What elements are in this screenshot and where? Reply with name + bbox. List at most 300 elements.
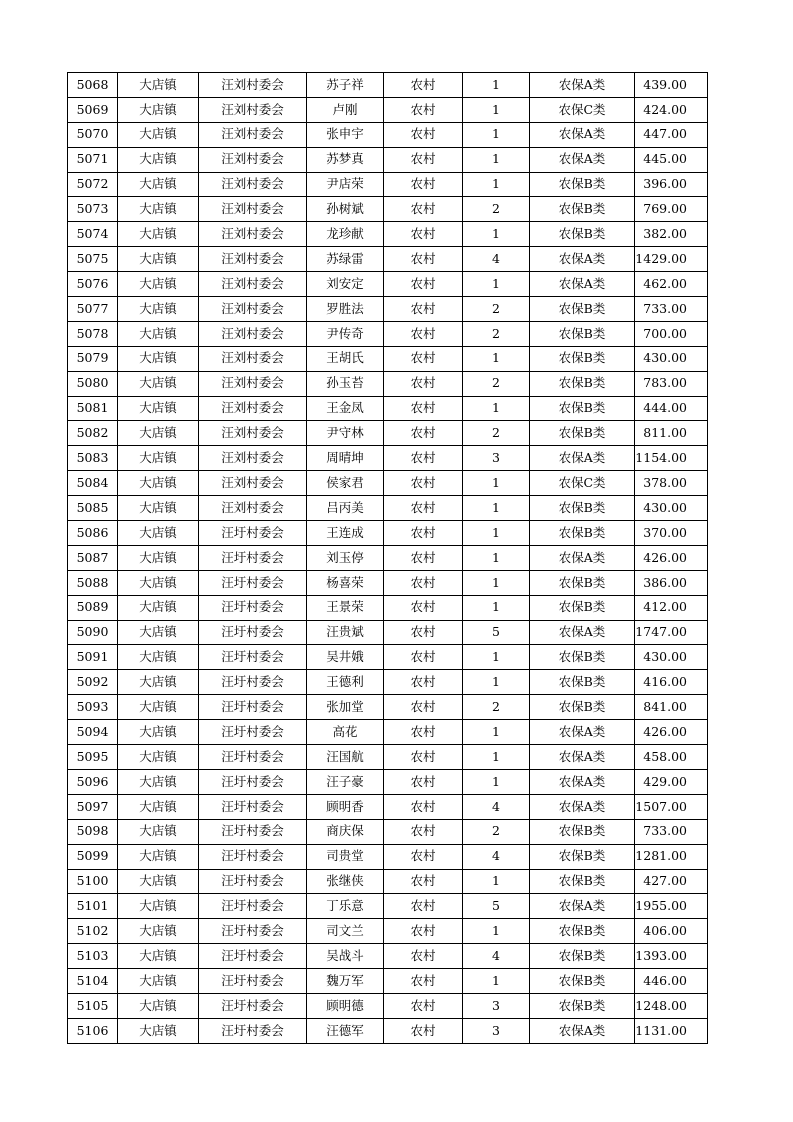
household-count-cell: 1 (463, 97, 530, 122)
serial-number-cell: 5096 (68, 769, 118, 794)
table-row (68, 894, 708, 919)
village-committee-cell: 汪刘村委会 (199, 247, 307, 272)
table-row (68, 993, 708, 1018)
table-row (68, 122, 708, 147)
household-count-cell: 1 (463, 969, 530, 994)
name-cell: 龙珍献 (307, 222, 384, 247)
insurance-category-cell: 农保B类 (530, 570, 635, 595)
table-row (68, 1018, 708, 1043)
name-cell: 高花 (307, 720, 384, 745)
amount-cell: 1429.00 (635, 247, 708, 272)
village-committee-cell: 汪刘村委会 (199, 73, 307, 98)
village-committee-cell: 汪圩村委会 (199, 794, 307, 819)
amount-cell: 1154.00 (635, 446, 708, 471)
village-committee-cell: 汪刘村委会 (199, 172, 307, 197)
name-cell: 王金凤 (307, 396, 384, 421)
insurance-category-cell: 农保A类 (530, 147, 635, 172)
serial-number-cell: 5068 (68, 73, 118, 98)
area-type-cell: 农村 (384, 297, 463, 322)
household-count-cell: 2 (463, 819, 530, 844)
village-committee-cell: 汪圩村委会 (199, 894, 307, 919)
town-cell: 大店镇 (118, 396, 199, 421)
serial-number-cell: 5073 (68, 197, 118, 222)
amount-cell: 1955.00 (635, 894, 708, 919)
town-cell: 大店镇 (118, 645, 199, 670)
village-committee-cell: 汪刘村委会 (199, 321, 307, 346)
town-cell: 大店镇 (118, 73, 199, 98)
name-cell: 张继侠 (307, 869, 384, 894)
table-row (68, 97, 708, 122)
amount-cell: 841.00 (635, 695, 708, 720)
household-count-cell: 4 (463, 844, 530, 869)
area-type-cell: 农村 (384, 993, 463, 1018)
serial-number-cell: 5077 (68, 297, 118, 322)
table-row (68, 570, 708, 595)
town-cell: 大店镇 (118, 346, 199, 371)
records-table (67, 72, 708, 1044)
area-type-cell: 农村 (384, 73, 463, 98)
amount-cell: 378.00 (635, 471, 708, 496)
area-type-cell: 农村 (384, 122, 463, 147)
household-count-cell: 2 (463, 321, 530, 346)
amount-cell: 446.00 (635, 969, 708, 994)
serial-number-cell: 5074 (68, 222, 118, 247)
town-cell: 大店镇 (118, 1018, 199, 1043)
town-cell: 大店镇 (118, 919, 199, 944)
village-committee-cell: 汪圩村委会 (199, 1018, 307, 1043)
amount-cell: 426.00 (635, 720, 708, 745)
serial-number-cell: 5097 (68, 794, 118, 819)
town-cell: 大店镇 (118, 147, 199, 172)
table-row (68, 496, 708, 521)
amount-cell: 783.00 (635, 371, 708, 396)
insurance-category-cell: 农保B类 (530, 346, 635, 371)
town-cell: 大店镇 (118, 944, 199, 969)
serial-number-cell: 5106 (68, 1018, 118, 1043)
serial-number-cell: 5104 (68, 969, 118, 994)
area-type-cell: 农村 (384, 496, 463, 521)
village-committee-cell: 汪刘村委会 (199, 197, 307, 222)
household-count-cell: 1 (463, 919, 530, 944)
insurance-category-cell: 农保B类 (530, 944, 635, 969)
town-cell: 大店镇 (118, 844, 199, 869)
area-type-cell: 农村 (384, 371, 463, 396)
town-cell: 大店镇 (118, 670, 199, 695)
household-count-cell: 2 (463, 371, 530, 396)
area-type-cell: 农村 (384, 396, 463, 421)
serial-number-cell: 5092 (68, 670, 118, 695)
table-row (68, 346, 708, 371)
village-committee-cell: 汪刘村委会 (199, 471, 307, 496)
household-count-cell: 4 (463, 794, 530, 819)
insurance-category-cell: 农保A类 (530, 272, 635, 297)
insurance-category-cell: 农保B类 (530, 521, 635, 546)
insurance-category-cell: 农保A类 (530, 745, 635, 770)
area-type-cell: 农村 (384, 446, 463, 471)
amount-cell: 386.00 (635, 570, 708, 595)
amount-cell: 462.00 (635, 272, 708, 297)
town-cell: 大店镇 (118, 446, 199, 471)
amount-cell: 430.00 (635, 346, 708, 371)
amount-cell: 811.00 (635, 421, 708, 446)
household-count-cell: 1 (463, 521, 530, 546)
name-cell: 汪贵斌 (307, 620, 384, 645)
amount-cell: 458.00 (635, 745, 708, 770)
table-row (68, 769, 708, 794)
area-type-cell: 农村 (384, 944, 463, 969)
serial-number-cell: 5071 (68, 147, 118, 172)
household-count-cell: 1 (463, 172, 530, 197)
serial-number-cell: 5099 (68, 844, 118, 869)
village-committee-cell: 汪圩村委会 (199, 844, 307, 869)
name-cell: 王景荣 (307, 595, 384, 620)
town-cell: 大店镇 (118, 197, 199, 222)
area-type-cell: 农村 (384, 421, 463, 446)
insurance-category-cell: 农保B类 (530, 819, 635, 844)
amount-cell: 427.00 (635, 869, 708, 894)
table-row (68, 794, 708, 819)
name-cell: 王连成 (307, 521, 384, 546)
name-cell: 苏梦真 (307, 147, 384, 172)
table-row (68, 695, 708, 720)
serial-number-cell: 5084 (68, 471, 118, 496)
area-type-cell: 农村 (384, 745, 463, 770)
household-count-cell: 1 (463, 570, 530, 595)
amount-cell: 1248.00 (635, 993, 708, 1018)
name-cell: 孙玉苔 (307, 371, 384, 396)
amount-cell: 444.00 (635, 396, 708, 421)
household-count-cell: 1 (463, 471, 530, 496)
serial-number-cell: 5078 (68, 321, 118, 346)
village-committee-cell: 汪刘村委会 (199, 371, 307, 396)
insurance-category-cell: 农保A类 (530, 769, 635, 794)
amount-cell: 1507.00 (635, 794, 708, 819)
household-count-cell: 1 (463, 396, 530, 421)
household-count-cell: 3 (463, 446, 530, 471)
serial-number-cell: 5076 (68, 272, 118, 297)
town-cell: 大店镇 (118, 769, 199, 794)
village-committee-cell: 汪刘村委会 (199, 346, 307, 371)
serial-number-cell: 5083 (68, 446, 118, 471)
name-cell: 张申宇 (307, 122, 384, 147)
area-type-cell: 农村 (384, 147, 463, 172)
town-cell: 大店镇 (118, 570, 199, 595)
town-cell: 大店镇 (118, 172, 199, 197)
name-cell: 商庆保 (307, 819, 384, 844)
serial-number-cell: 5087 (68, 545, 118, 570)
household-count-cell: 5 (463, 620, 530, 645)
household-count-cell: 3 (463, 1018, 530, 1043)
insurance-category-cell: 农保A类 (530, 620, 635, 645)
household-count-cell: 1 (463, 645, 530, 670)
serial-number-cell: 5091 (68, 645, 118, 670)
table-row (68, 819, 708, 844)
town-cell: 大店镇 (118, 421, 199, 446)
table-row (68, 720, 708, 745)
household-count-cell: 5 (463, 894, 530, 919)
area-type-cell: 农村 (384, 197, 463, 222)
insurance-category-cell: 农保B类 (530, 371, 635, 396)
amount-cell: 445.00 (635, 147, 708, 172)
amount-cell: 733.00 (635, 297, 708, 322)
village-committee-cell: 汪圩村委会 (199, 944, 307, 969)
insurance-category-cell: 农保B类 (530, 222, 635, 247)
insurance-category-cell: 农保A类 (530, 73, 635, 98)
table-row (68, 670, 708, 695)
area-type-cell: 农村 (384, 794, 463, 819)
town-cell: 大店镇 (118, 222, 199, 247)
village-committee-cell: 汪圩村委会 (199, 720, 307, 745)
village-committee-cell: 汪圩村委会 (199, 521, 307, 546)
town-cell: 大店镇 (118, 794, 199, 819)
town-cell: 大店镇 (118, 595, 199, 620)
town-cell: 大店镇 (118, 545, 199, 570)
insurance-category-cell: 农保B类 (530, 919, 635, 944)
area-type-cell: 农村 (384, 1018, 463, 1043)
table-row (68, 197, 708, 222)
table-row (68, 521, 708, 546)
name-cell: 顾明香 (307, 794, 384, 819)
village-committee-cell: 汪圩村委会 (199, 993, 307, 1018)
town-cell: 大店镇 (118, 371, 199, 396)
name-cell: 汪德军 (307, 1018, 384, 1043)
insurance-category-cell: 农保B类 (530, 670, 635, 695)
serial-number-cell: 5088 (68, 570, 118, 595)
table-row (68, 919, 708, 944)
household-count-cell: 1 (463, 869, 530, 894)
name-cell: 刘安定 (307, 272, 384, 297)
serial-number-cell: 5079 (68, 346, 118, 371)
village-committee-cell: 汪圩村委会 (199, 545, 307, 570)
amount-cell: 439.00 (635, 73, 708, 98)
amount-cell: 406.00 (635, 919, 708, 944)
insurance-category-cell: 农保A类 (530, 545, 635, 570)
records-table-body (68, 73, 708, 1044)
table-row (68, 272, 708, 297)
name-cell: 侯家君 (307, 471, 384, 496)
area-type-cell: 农村 (384, 247, 463, 272)
area-type-cell: 农村 (384, 595, 463, 620)
name-cell: 司文兰 (307, 919, 384, 944)
name-cell: 丁乐意 (307, 894, 384, 919)
table-row (68, 471, 708, 496)
household-count-cell: 2 (463, 197, 530, 222)
serial-number-cell: 5101 (68, 894, 118, 919)
amount-cell: 382.00 (635, 222, 708, 247)
table-row (68, 869, 708, 894)
table-row (68, 620, 708, 645)
household-count-cell: 1 (463, 496, 530, 521)
insurance-category-cell: 农保A类 (530, 894, 635, 919)
town-cell: 大店镇 (118, 471, 199, 496)
area-type-cell: 农村 (384, 172, 463, 197)
serial-number-cell: 5085 (68, 496, 118, 521)
name-cell: 王德利 (307, 670, 384, 695)
insurance-category-cell: 农保A类 (530, 247, 635, 272)
village-committee-cell: 汪刘村委会 (199, 147, 307, 172)
village-committee-cell: 汪刘村委会 (199, 97, 307, 122)
table-row (68, 944, 708, 969)
area-type-cell: 农村 (384, 521, 463, 546)
amount-cell: 430.00 (635, 645, 708, 670)
amount-cell: 416.00 (635, 670, 708, 695)
town-cell: 大店镇 (118, 97, 199, 122)
table-row (68, 147, 708, 172)
area-type-cell: 农村 (384, 620, 463, 645)
table-row (68, 645, 708, 670)
area-type-cell: 农村 (384, 545, 463, 570)
household-count-cell: 3 (463, 993, 530, 1018)
serial-number-cell: 5075 (68, 247, 118, 272)
village-committee-cell: 汪刘村委会 (199, 396, 307, 421)
household-count-cell: 1 (463, 769, 530, 794)
insurance-category-cell: 农保C类 (530, 97, 635, 122)
name-cell: 汪子豪 (307, 769, 384, 794)
town-cell: 大店镇 (118, 894, 199, 919)
area-type-cell: 农村 (384, 272, 463, 297)
serial-number-cell: 5082 (68, 421, 118, 446)
table-row (68, 73, 708, 98)
amount-cell: 447.00 (635, 122, 708, 147)
town-cell: 大店镇 (118, 321, 199, 346)
insurance-category-cell: 农保C类 (530, 471, 635, 496)
serial-number-cell: 5105 (68, 993, 118, 1018)
household-count-cell: 1 (463, 122, 530, 147)
area-type-cell: 农村 (384, 645, 463, 670)
insurance-category-cell: 农保B类 (530, 197, 635, 222)
town-cell: 大店镇 (118, 496, 199, 521)
name-cell: 孙树斌 (307, 197, 384, 222)
village-committee-cell: 汪刘村委会 (199, 421, 307, 446)
table-row (68, 172, 708, 197)
town-cell: 大店镇 (118, 297, 199, 322)
village-committee-cell: 汪圩村委会 (199, 620, 307, 645)
area-type-cell: 农村 (384, 222, 463, 247)
insurance-category-cell: 农保A类 (530, 1018, 635, 1043)
table-row (68, 321, 708, 346)
serial-number-cell: 5069 (68, 97, 118, 122)
village-committee-cell: 汪圩村委会 (199, 745, 307, 770)
table-row (68, 222, 708, 247)
serial-number-cell: 5081 (68, 396, 118, 421)
village-committee-cell: 汪刘村委会 (199, 272, 307, 297)
serial-number-cell: 5080 (68, 371, 118, 396)
serial-number-cell: 5100 (68, 869, 118, 894)
name-cell: 杨喜荣 (307, 570, 384, 595)
amount-cell: 396.00 (635, 172, 708, 197)
village-committee-cell: 汪刘村委会 (199, 496, 307, 521)
table-row (68, 297, 708, 322)
table-row (68, 745, 708, 770)
insurance-category-cell: 农保B类 (530, 993, 635, 1018)
name-cell: 吴战斗 (307, 944, 384, 969)
area-type-cell: 农村 (384, 471, 463, 496)
name-cell: 尹店荣 (307, 172, 384, 197)
serial-number-cell: 5094 (68, 720, 118, 745)
amount-cell: 430.00 (635, 496, 708, 521)
household-count-cell: 1 (463, 346, 530, 371)
serial-number-cell: 5103 (68, 944, 118, 969)
table-row (68, 545, 708, 570)
insurance-category-cell: 农保B类 (530, 321, 635, 346)
area-type-cell: 农村 (384, 670, 463, 695)
insurance-category-cell: 农保B类 (530, 496, 635, 521)
household-count-cell: 1 (463, 545, 530, 570)
town-cell: 大店镇 (118, 993, 199, 1018)
area-type-cell: 农村 (384, 869, 463, 894)
household-count-cell: 4 (463, 247, 530, 272)
village-committee-cell: 汪刘村委会 (199, 222, 307, 247)
amount-cell: 429.00 (635, 769, 708, 794)
name-cell: 苏绿雷 (307, 247, 384, 272)
household-count-cell: 1 (463, 272, 530, 297)
amount-cell: 700.00 (635, 321, 708, 346)
town-cell: 大店镇 (118, 620, 199, 645)
table-row (68, 396, 708, 421)
village-committee-cell: 汪圩村委会 (199, 645, 307, 670)
name-cell: 顾明德 (307, 993, 384, 1018)
area-type-cell: 农村 (384, 819, 463, 844)
town-cell: 大店镇 (118, 247, 199, 272)
amount-cell: 769.00 (635, 197, 708, 222)
insurance-category-cell: 农保B类 (530, 396, 635, 421)
name-cell: 吕丙美 (307, 496, 384, 521)
town-cell: 大店镇 (118, 819, 199, 844)
insurance-category-cell: 农保B类 (530, 297, 635, 322)
amount-cell: 1281.00 (635, 844, 708, 869)
village-committee-cell: 汪圩村委会 (199, 919, 307, 944)
household-count-cell: 1 (463, 222, 530, 247)
area-type-cell: 农村 (384, 769, 463, 794)
serial-number-cell: 5072 (68, 172, 118, 197)
area-type-cell: 农村 (384, 695, 463, 720)
table-row (68, 247, 708, 272)
area-type-cell: 农村 (384, 346, 463, 371)
town-cell: 大店镇 (118, 122, 199, 147)
insurance-category-cell: 农保B类 (530, 695, 635, 720)
name-cell: 罗胜法 (307, 297, 384, 322)
area-type-cell: 农村 (384, 919, 463, 944)
name-cell: 吴井娥 (307, 645, 384, 670)
amount-cell: 370.00 (635, 521, 708, 546)
name-cell: 张加堂 (307, 695, 384, 720)
village-committee-cell: 汪圩村委会 (199, 769, 307, 794)
table-row (68, 446, 708, 471)
insurance-category-cell: 农保A类 (530, 122, 635, 147)
household-count-cell: 1 (463, 595, 530, 620)
amount-cell: 1131.00 (635, 1018, 708, 1043)
serial-number-cell: 5095 (68, 745, 118, 770)
amount-cell: 412.00 (635, 595, 708, 620)
village-committee-cell: 汪圩村委会 (199, 819, 307, 844)
insurance-category-cell: 农保B类 (530, 844, 635, 869)
serial-number-cell: 5086 (68, 521, 118, 546)
insurance-category-cell: 农保B类 (530, 172, 635, 197)
name-cell: 卢刚 (307, 97, 384, 122)
household-count-cell: 1 (463, 670, 530, 695)
village-committee-cell: 汪圩村委会 (199, 869, 307, 894)
serial-number-cell: 5090 (68, 620, 118, 645)
household-count-cell: 1 (463, 745, 530, 770)
town-cell: 大店镇 (118, 695, 199, 720)
name-cell: 苏子祥 (307, 73, 384, 98)
household-count-cell: 1 (463, 73, 530, 98)
household-count-cell: 2 (463, 695, 530, 720)
town-cell: 大店镇 (118, 272, 199, 297)
serial-number-cell: 5098 (68, 819, 118, 844)
name-cell: 尹传奇 (307, 321, 384, 346)
name-cell: 刘玉停 (307, 545, 384, 570)
